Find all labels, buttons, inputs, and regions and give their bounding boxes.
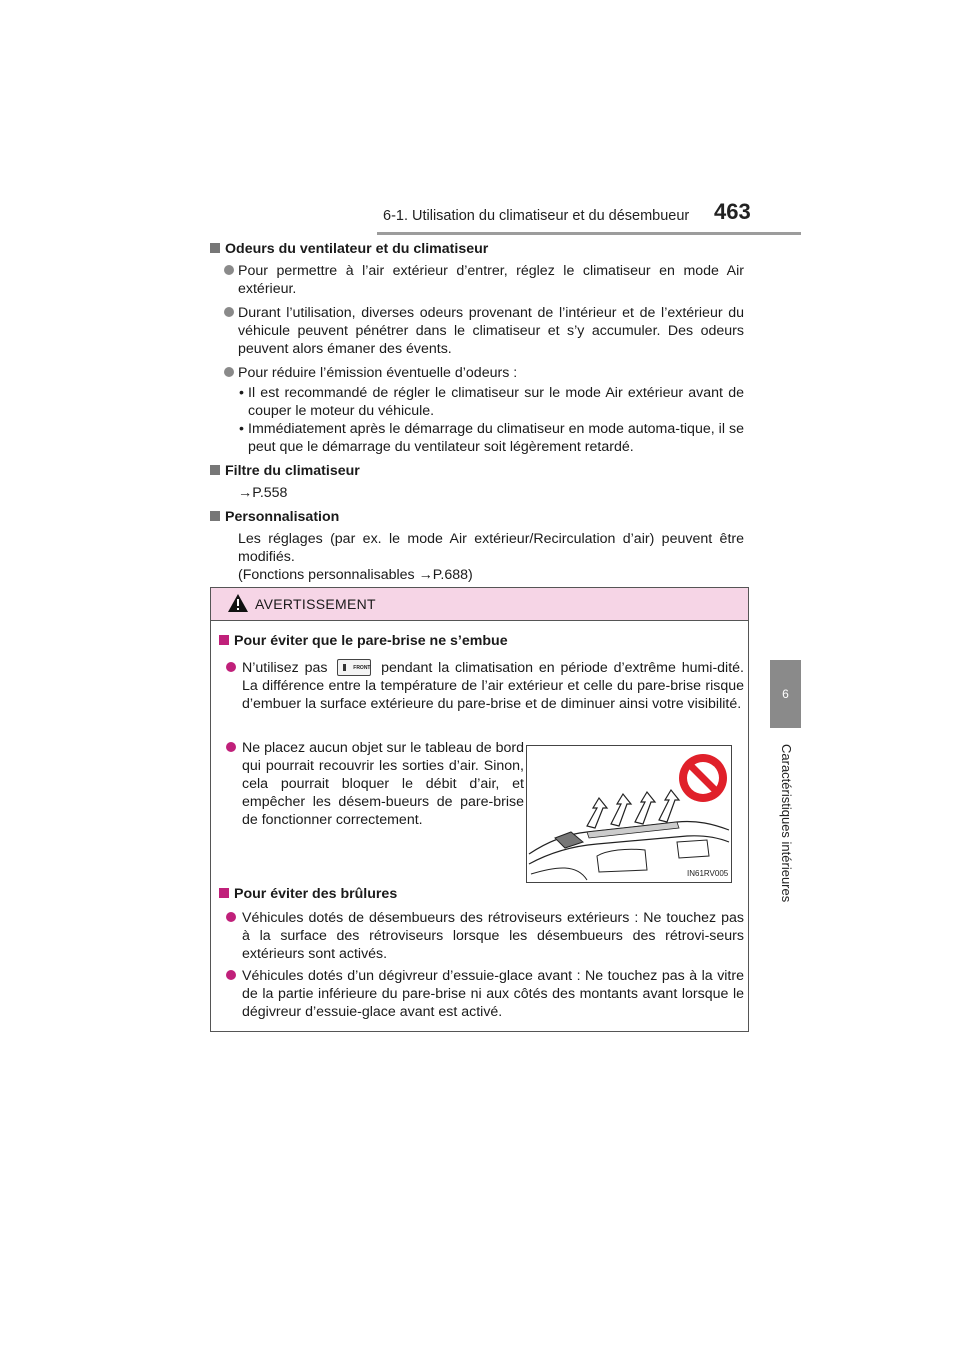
dashboard-vents-illustration — [526, 745, 732, 883]
square-bullet-icon — [210, 465, 220, 475]
circle-bullet-icon — [226, 970, 236, 980]
chapter-tab — [772, 728, 801, 918]
filter-heading: Filtre du climatiseur — [210, 462, 744, 480]
square-bullet-icon — [219, 635, 229, 645]
warning-label: AVERTISSEMENT — [255, 596, 376, 612]
burn-bullet-2: Véhicules dotés d’un dégivreur d’essuie-glace avant : Ne touchez pas à la vitre de la partie inférieure du pare-brise ni aux côtés des montants avant lorsque le dégivreur d’essuie-glace avant est activé. — [224, 967, 744, 1021]
square-bullet-icon — [219, 888, 229, 898]
circle-bullet-icon — [226, 742, 236, 752]
dashboard-bullet: Ne placez aucun objet sur le tableau de bord qui pourrait recouvrir les sorties d’air. Sinon, cela pourrait bloquer le débit d’air, et empêcher les désem-bueurs de pare-brise de fonctionner correctement. — [224, 739, 524, 829]
personalization-heading: Personnalisation — [210, 508, 744, 526]
circle-bullet-icon — [224, 265, 234, 275]
fog-heading: Pour éviter que le pare-brise ne s’embue — [219, 632, 508, 650]
chapter-tab-label: Caractéristiques intérieures — [779, 744, 794, 903]
sub-list-item: • Il est recommandé de régler le climatiseur sur le mode Air extérieur avant de couper le moteur du véhicule. — [210, 384, 744, 420]
square-bullet-icon — [210, 511, 220, 521]
burn-heading: Pour éviter des brûlures — [219, 885, 397, 903]
circle-bullet-icon — [226, 662, 236, 672]
circle-bullet-icon — [224, 367, 234, 377]
personalization-text: Les réglages (par ex. le mode Air extérieur/Recirculation d’air) peuvent être modifiés. — [238, 531, 744, 565]
section-title: 6-1. Utilisation du climatiseur et du désembueur — [383, 208, 690, 224]
list-item: Durant l’utilisation, diverses odeurs provenant de l’intérieur et de l’extérieur du véhicule peuvent pénétrer dans le climatiseur et s’y accumuler. Des odeurs peuvent alors émaner des évents. — [210, 304, 744, 358]
front-defogger-button-icon: FRONT — [337, 659, 371, 676]
filter-page-ref[interactable]: →P.558 — [238, 485, 288, 501]
circle-bullet-icon — [224, 307, 234, 317]
list-item: Pour permettre à l’air extérieur d’entrer, réglez le climatiseur en mode Air extérieur. — [210, 262, 744, 298]
warning-header — [211, 588, 748, 621]
illustration-code: IN61RV005 — [687, 869, 729, 878]
main-content — [210, 240, 744, 584]
dashboard-drawing — [527, 746, 731, 882]
warning-triangle-icon — [227, 593, 249, 613]
circle-bullet-icon — [226, 912, 236, 922]
chapter-tab-number: 6 — [770, 660, 801, 728]
personalization-page-ref[interactable]: (Fonctions personnalisables →P.688) — [238, 567, 473, 583]
burn-bullet-1: Véhicules dotés de désembueurs des rétroviseurs extérieurs : Ne touchez pas à la surface des rétroviseurs lorsque les désembueurs des rétrovi-seurs extérieurs sont activés. — [224, 909, 744, 963]
fog-bullet: N’utilisez pas FRONT pendant la climatisation en période d’extrême humi-dité. La différence entre la température de l’air extérieur et celle du pare-brise risque d’embuer la surface extérieure du pare-brise et de diminuer ainsi votre visibilité. — [224, 659, 744, 713]
header-divider — [377, 232, 801, 235]
square-bullet-icon — [210, 243, 220, 253]
list-item: Pour réduire l’émission éventuelle d’odeurs : — [210, 364, 744, 382]
sub-list-item: • Immédiatement après le démarrage du climatiseur en mode automa-tique, il se peut que le démarrage du ventilateur soit légèrement retardé. — [210, 420, 744, 456]
odors-heading: Odeurs du ventilateur et du climatiseur — [210, 240, 744, 258]
page-number: 463 — [714, 199, 751, 224]
